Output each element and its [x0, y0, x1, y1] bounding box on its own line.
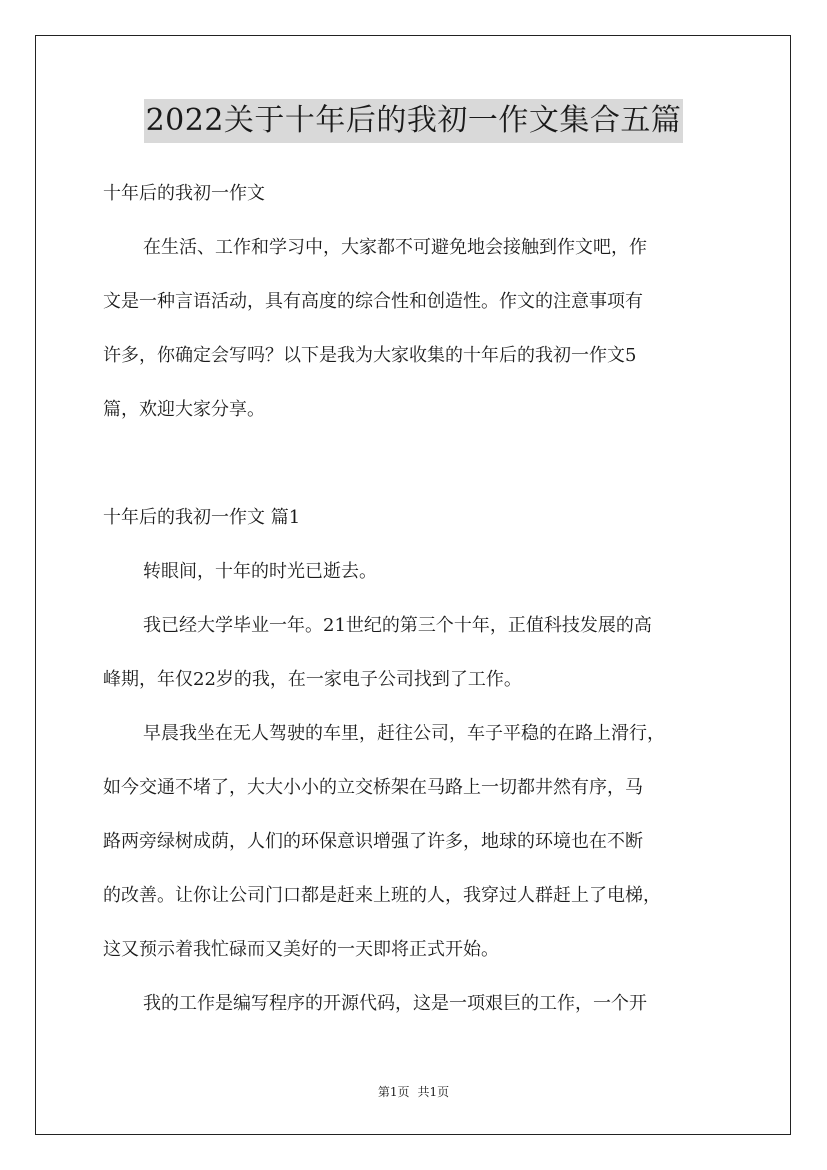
- intro-line-2: 文是一种言语活动，具有高度的综合性和创造性。作文的注意事项有: [103, 291, 643, 312]
- intro-heading: 十年后的我初一作文: [103, 183, 265, 204]
- title-container: [0, 99, 827, 143]
- document-title: 2022关于十年后的我初一作文集合五篇: [144, 99, 684, 143]
- intro-line-3: 许多，你确定会写吗？以下是我为大家收集的十年后的我初一作文5: [103, 345, 637, 366]
- body-line-8: 这又预示着我忙碌而又美好的一天即将正式开始。: [103, 939, 499, 960]
- body-line-4: 早晨我坐在无人驾驶的车里，赶往公司，车子平稳的在路上滑行，: [143, 723, 665, 744]
- page-footer: [0, 1084, 827, 1100]
- body-line-5: 如今交通不堵了，大大小小的立交桥架在马路上一切都井然有序，马: [103, 777, 643, 798]
- section-heading: 十年后的我初一作文 篇1: [103, 507, 301, 528]
- body-line-1: 转眼间，十年的时光已逝去。: [143, 561, 377, 582]
- page-number: 第1页: [377, 1085, 410, 1099]
- body-line-7: 的改善。让你让公司门口都是赶来上班的人，我穿过人群赶上了电梯，: [103, 885, 661, 906]
- body-line-6: 路两旁绿树成荫，人们的环保意识增强了许多，地球的环境也在不断: [103, 831, 643, 852]
- body-line-2: 我已经大学毕业一年。21世纪的第三个十年，正值科技发展的高: [143, 615, 652, 636]
- intro-line-4: 篇，欢迎大家分享。: [103, 399, 265, 420]
- page-total: 共1页: [417, 1085, 450, 1099]
- intro-line-1: 在生活、工作和学习中，大家都不可避免地会接触到作文吧，作: [143, 237, 647, 258]
- body-line-9: 我的工作是编写程序的开源代码，这是一项艰巨的工作，一个开: [143, 993, 647, 1014]
- body-line-3: 峰期，年仅22岁的我，在一家电子公司找到了工作。: [103, 669, 522, 690]
